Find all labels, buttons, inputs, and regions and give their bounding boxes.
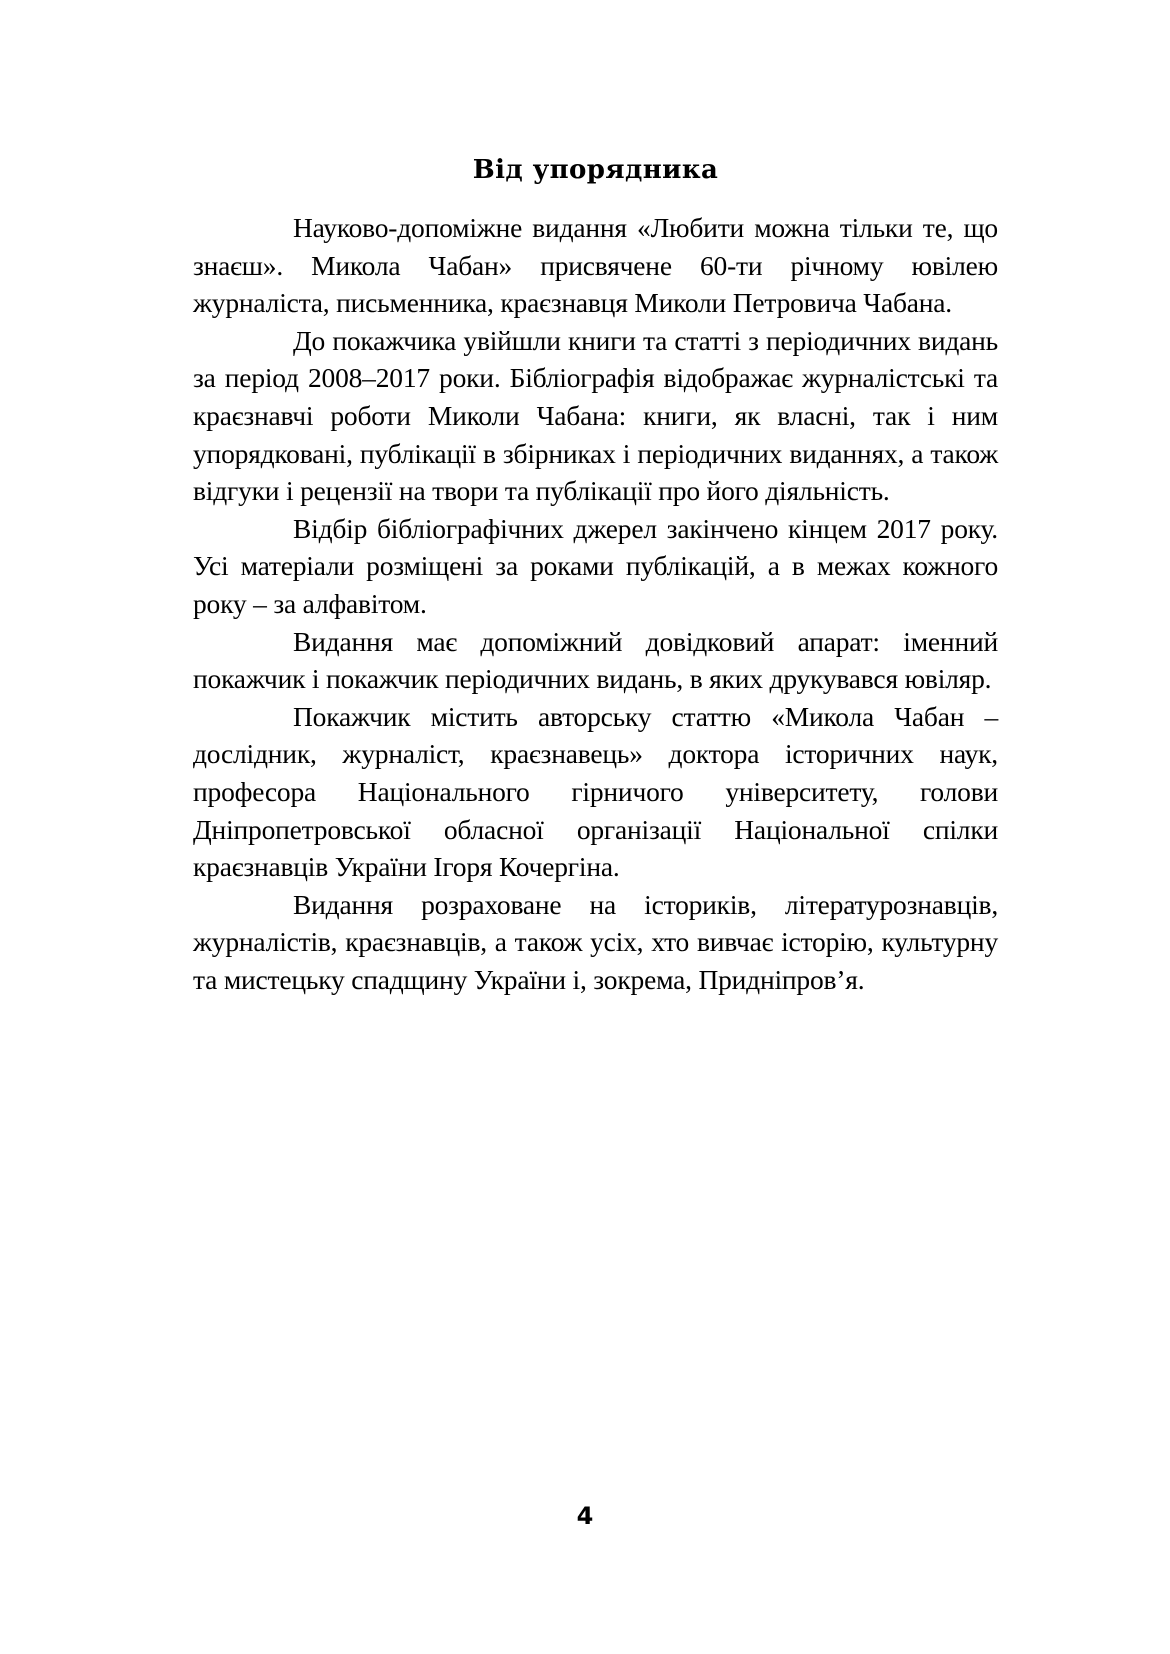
page-number: 4 [576,1502,594,1530]
paragraph-intro: Науково-допоміжне видання «Любити можна тільки те, що знаєш». Микола Чабан» присвячене 60-ти річному ювілею журналіста, письменника, краєзнавця Миколи Петровича Чабана. [193,212,998,319]
paragraph-selection: Відбір бібліографічних джерел закінчено кінцем 2017 року. Усі матеріали розміщені за роками публікацій, а в межах кожного року – за алфавітом. [193,512,998,619]
paragraph-audience: Видання розраховане на істориків, літературознавців, журналістів, краєзнавців, а також усіх, хто вивчає історію, культурну та мистецьку спадщину України і, зокрема, Придніпров’я. [193,888,998,995]
page-content [193,148,998,998]
page-title: Від упорядника [472,155,719,185]
paragraph-contents: До покажчика увійшли книги та статті з періодичних видань за період 2008–2017 роки. Бібліографія відображає журналістські та краєзнавчі роботи Миколи Чабана: книги, як власні, так і ним упорядковані, публікації в збірниках і періодичних виданнях, а також відгуки і рецензії на твори та публікації про його діяльність. [193,324,998,507]
paragraph-article: Покажчик містить авторську статтю «Микола Чабан – дослідник, журналіст, краєзнавець» доктора історичних наук, професора Національного гірничого університету, голови Дніпропетровської обласної організації Національної спілки краєзнавців України Ігоря Кочергіна. [193,700,998,883]
paragraph-apparatus: Видання має допоміжний довідковий апарат: іменний покажчик і покажчик періодичних видань, в яких друкувався ювіляр. [193,625,998,695]
